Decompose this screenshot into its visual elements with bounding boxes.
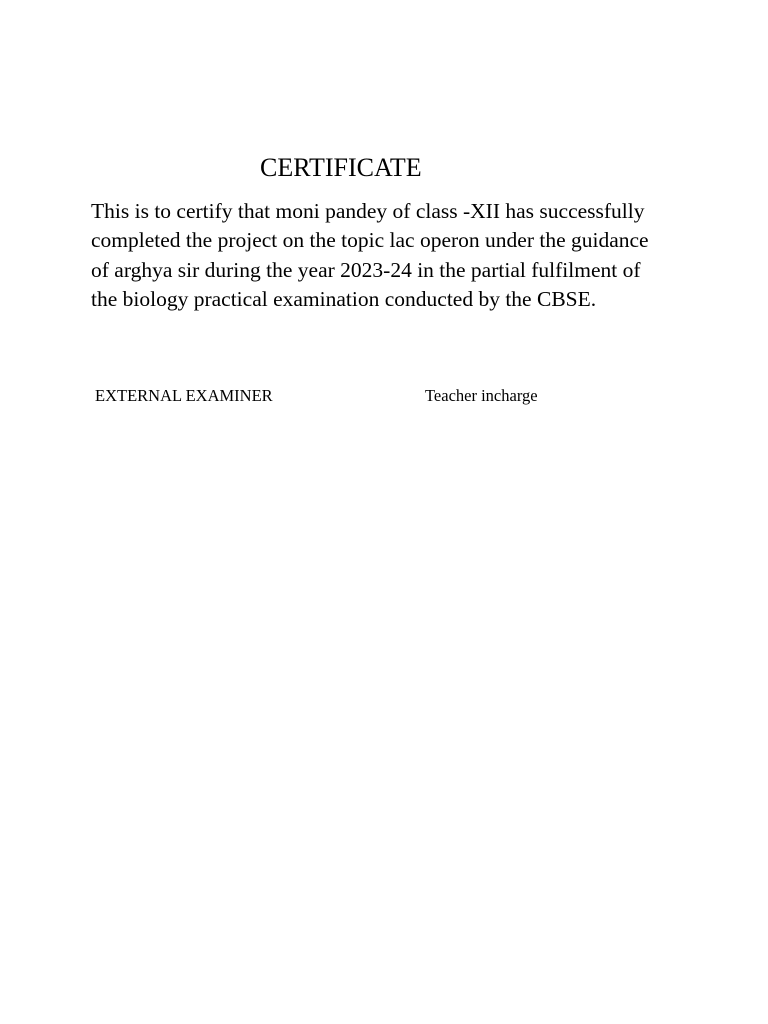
certificate-title: CERTIFICATE — [260, 153, 422, 182]
certificate-body-line-4: the biology practical examination conducted by the CBSE. — [91, 286, 597, 311]
certificate-body — [91, 197, 691, 314]
certificate-body-line-1: This is to certify that moni pandey of class -XII has successfully — [91, 199, 645, 223]
teacher-incharge-label: Teacher incharge — [425, 386, 538, 405]
external-examiner-label: EXTERNAL EXAMINER — [95, 386, 273, 405]
certificate-body-line-3: of arghya sir during the year 2023-24 in the partial fulfilment of — [91, 257, 641, 282]
certificate-body-line-2: completed the project on the topic lac operon under the guidance — [91, 228, 649, 253]
